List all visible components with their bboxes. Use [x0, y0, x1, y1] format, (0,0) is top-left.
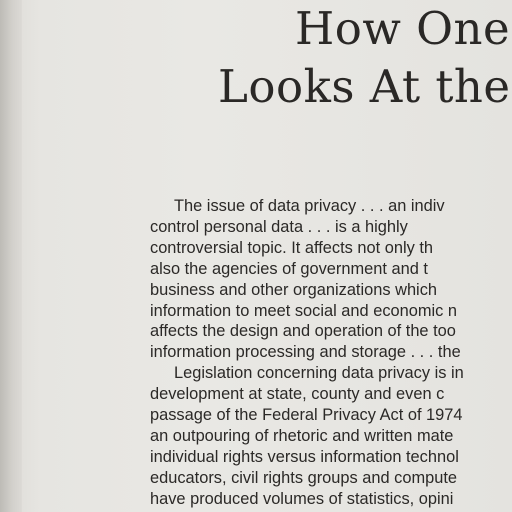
body-line: information processing and storage . . . the — [150, 343, 461, 362]
body-line: individual rights versus information technol — [150, 447, 459, 466]
body-line: control personal data . . . is a highly — [150, 217, 408, 236]
article-title — [218, 0, 512, 116]
body-line: affects the design and operation of the too — [150, 322, 456, 341]
article-body — [150, 196, 512, 510]
paragraph-1 — [150, 196, 512, 363]
title-line-2: Looks At the — [218, 60, 511, 113]
body-line: business and other organizations which — [150, 280, 438, 299]
body-line: also the agencies of government and t — [150, 259, 428, 278]
body-line: an outpouring of rhetoric and written mate — [150, 426, 454, 445]
body-line: information to meet social and economic n — [150, 301, 458, 320]
title-line-1: How One — [295, 2, 511, 55]
body-line: passage of the Federal Privacy Act of 1974 — [150, 406, 463, 425]
paragraph-2 — [150, 363, 512, 509]
body-line: educators, civil rights groups and compute — [150, 468, 458, 487]
body-line: The issue of data privacy . . . an indiv — [174, 197, 445, 215]
body-line: controversial topic. It affects not only th — [150, 238, 434, 257]
body-line: have produced volumes of statistics, opini — [150, 489, 454, 508]
page-spine-shadow — [0, 0, 22, 512]
body-line: development at state, county and even c — [150, 385, 445, 404]
body-line: Legislation concerning data privacy is in — [174, 364, 464, 383]
